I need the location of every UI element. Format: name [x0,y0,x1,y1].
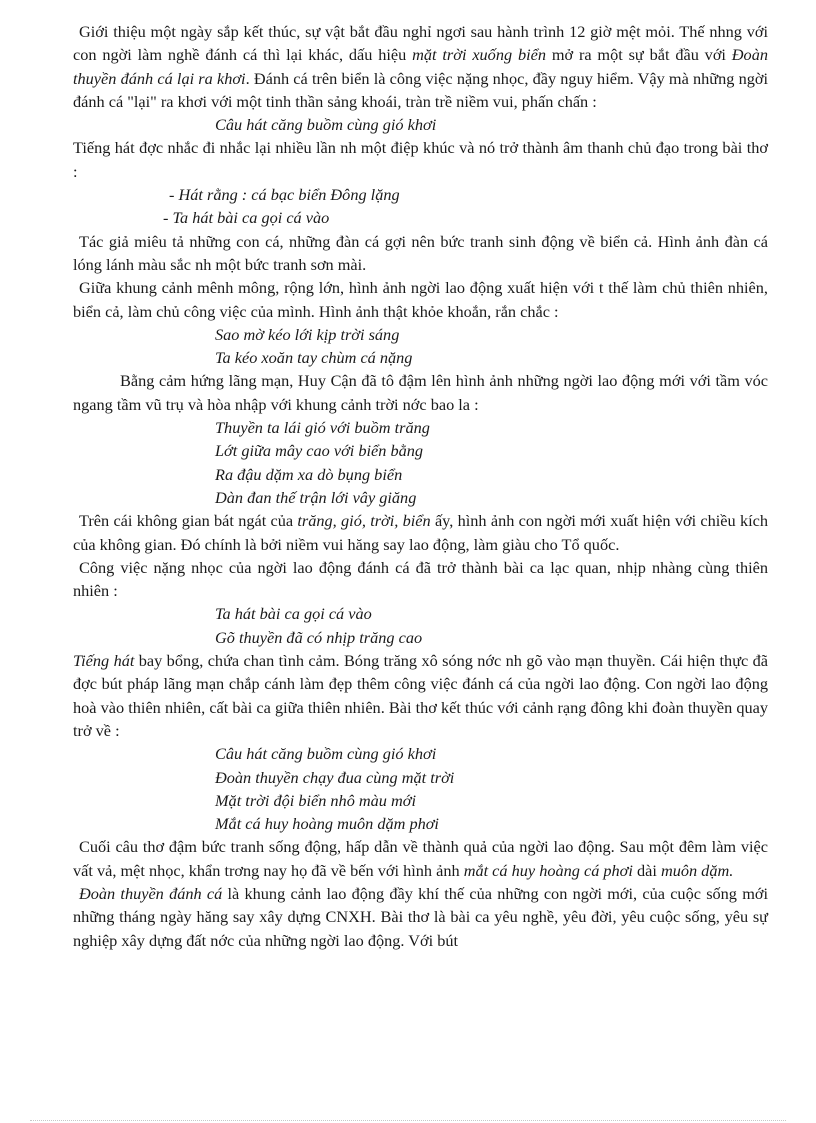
paragraph-singing: Tiếng hát bay bổng, chứa chan tình cảm. Bóng trăng xô sóng nớc nh gõ vào mạn thuyền. Cái hiện thực đã đợc bút pháp lãng mạn chắp cánh làm đẹp thêm công việc đánh cá của ngời lao động. Con ngời lao động hoà vào thiên nhiên, cất bài ca giữa thiên nhiên. Bài thơ kết thúc với cảnh rạng đông khi đoàn thuyền quay trở về : [73,651,769,740]
paragraph-romantic: Bằng cảm hứng lãng mạn, Huy Cận đã tô đậm lên hình ảnh những ngời lao động mới với tầm vóc ngang tầm vũ trụ và hòa nhập với khung cảnh trời nớc bao la : [73,371,768,414]
paragraph-result: Cuối câu thơ đậm bức tranh sống động, hấp dẫn về thành quả của ngời lao động. Sau một đêm làm việc vất vả, mệt nhọc, khẩn trơng nay họ đã về bến với hình ảnh mắt cá huy hoàng cá phơi dài muôn dặm. [73,837,768,880]
paragraph-worker: Giữa khung cảnh mênh mông, rộng lớn, hình ảnh ngời lao động xuất hiện với t thế làm chủ thiên nhiên, biển cả, làm chủ công việc của mình. Hình ảnh thật khỏe khoắn, rắn chắc : [73,278,768,321]
paragraph-intro: Giới thiệu một ngày sắp kết thúc, sự vật bắt đầu nghỉ ngơi sau hành trình 12 giờ mệt mỏi. Thế nhng với con ngời làm nghề đánh cá thì lại khác, dấu hiệu mặt trời xuống biển mở ra một sự bắt đầu với Đoàn thuyền đánh cá lại ra khơi. Đánh cá trên biển là công việc nặng nhọc, đầy nguy hiểm. Vậy mà những ngời đánh cá "lại" ra khơi với một tinh thần sảng khoái, tràn trề niềm vui, phấn chấn : [73,22,768,111]
verse-line: Sao mờ kéo lới kịp trời sáng [215,324,400,344]
paragraph-optimism: Công việc nặng nhọc của ngời lao động đánh cá đã trở thành bài ca lạc quan, nhịp nhàng cùng thiên nhiên : [73,557,768,601]
verse-line: Thuyền ta lái gió với buồm trăng [215,418,430,438]
verse-line: Ra đậu dặm xa dò bụng biển [215,464,403,484]
verse-line: Ta kéo xoăn tay chùm cá nặng [215,348,413,368]
page-footer-dotted-rule [30,1120,786,1121]
paragraph-space: Trên cái không gian bát ngát của trăng, gió, trời, biển ấy, hình ảnh con ngời mới xuất hiện với chiều kích của không gian. Đó chính là bởi niềm vui hăng say lao động, làm giàu cho Tổ quốc. [73,511,768,554]
verse-dash-line: - Ta hát bài ca gọi cá vào [163,208,330,228]
verse-line: Mắt cá huy hoàng muôn dặm phơi [215,814,439,834]
verse-line: Ta hát bài ca gọi cá vào [215,604,372,624]
verse-line: Câu hát căng buồm cùng gió khơi [215,744,437,764]
paragraph-conclusion: Đoàn thuyền đánh cá là khung cảnh lao động đầy khí thế của những con ngời mới, của cuộc sống mới những tháng ngày hăng say xây dựng CNXH. Bài thơ là bài ca yêu nghề, yêu đời, yêu cuộc sống, yêu sự nghiệp xây dựng đất nớc của những ngời lao động. Với bút [73,883,768,950]
verse-line: Gõ thuyền đã có nhịp trăng cao [215,627,423,647]
verse-line: Đoàn thuyền chạy đua cùng mặt trời [215,767,455,787]
verse-line: Dàn đan thế trận lới vây giăng [215,487,417,507]
paragraph-song: Tiếng hát đợc nhắc đi nhắc lại nhiều lần nh một điệp khúc và nó trở thành âm thanh chủ đạo trong bài thơ : [73,138,768,181]
verse-line: Mặt trời đội biển nhô màu mới [215,790,416,810]
verse-line: Lớt giữa mây cao với biển bằng [215,441,424,461]
paragraph-fish: Tác giả miêu tả những con cá, những đàn cá gợi nên bức tranh sinh động về biển cả. Hình ảnh đàn cá lóng lánh màu sắc nh một bức tranh sơn mài. [73,231,768,274]
verse-dash-line: - Hát rằng : cá bạc biển Đông lặng [169,185,400,205]
verse-line: Câu hát căng buồm cùng gió khơi [215,115,437,135]
